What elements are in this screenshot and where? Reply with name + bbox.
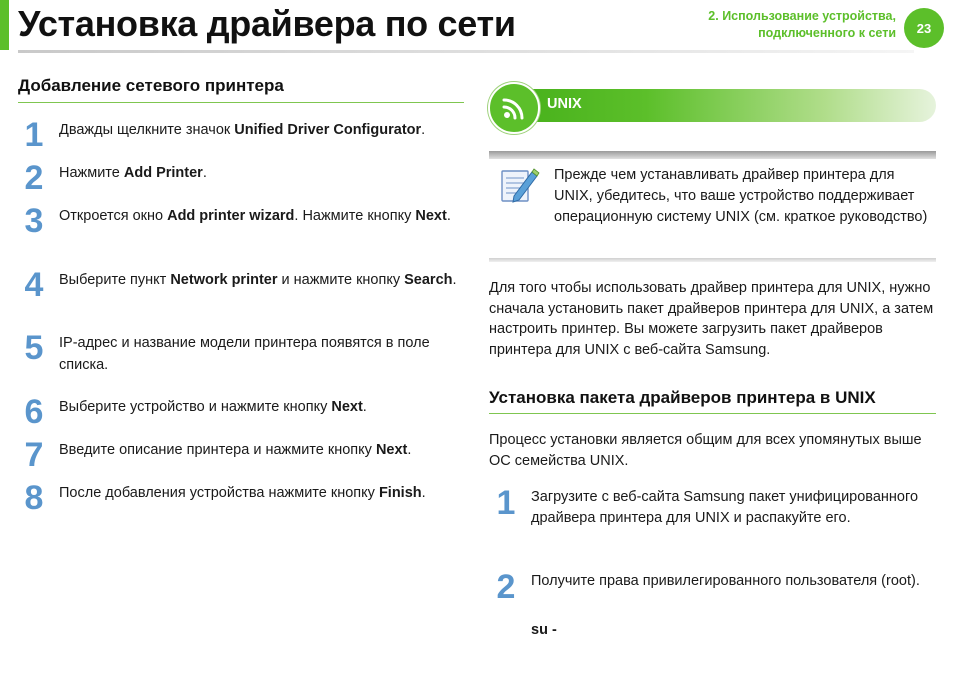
- unix-intro-paragraph: Для того чтобы использовать драйвер принтера для UNIX, нужно сначала установить пакет драйверов принтера для UNIX, а затем настроить принтер. Вы можете загрузить пакет драйверов принтера для UNIX с веб-сайта Samsung.: [489, 280, 934, 358]
- step-number: 2: [496, 568, 516, 606]
- step-text: Выберите пункт Network printer и нажмите кнопку Search.: [59, 272, 457, 288]
- subsection-intro-paragraph: Процесс установки является общим для всех упомянутых выше ОС семейства UNIX.: [489, 432, 922, 469]
- step-text: IP-адрес и название модели принтера появятся в поле списка.: [59, 335, 430, 373]
- step-number: 8: [24, 479, 44, 517]
- chapter-line-2: подключенного к сети: [758, 26, 896, 40]
- header-accent-bar: [0, 0, 9, 50]
- step-number: 5: [24, 329, 44, 367]
- note-text: Прежде чем устанавливать драйвер принтера для UNIX, убедитесь, что ваше устройство поддерживает операционную систему UNIX (см. краткое руководство): [554, 167, 928, 225]
- command-text: su -: [531, 622, 557, 638]
- chapter-line-1: 2. Использование устройства,: [708, 9, 896, 23]
- step-text: Выберите устройство и нажмите кнопку Next.: [59, 399, 367, 415]
- step-number: 3: [24, 202, 44, 240]
- note-bottom-border: [489, 258, 936, 262]
- notepad-pencil-icon: [498, 165, 540, 205]
- section-title-install-unix-package: Установка пакета драйверов принтера в UNIX: [489, 388, 876, 407]
- step-text: Дважды щелкните значок Unified Driver Configurator.: [59, 122, 426, 138]
- page-number-badge: 23: [904, 8, 944, 48]
- step-text: Введите описание принтера и нажмите кнопку Next.: [59, 442, 412, 458]
- unix-icon-badge: [488, 82, 540, 134]
- step-number: 4: [24, 266, 44, 304]
- step-number: 7: [24, 436, 44, 474]
- wireless-signal-icon: [499, 93, 529, 123]
- step-number: 1: [24, 116, 44, 154]
- step-text: После добавления устройства нажмите кнопку Finish.: [59, 485, 426, 501]
- section-divider: [18, 102, 464, 103]
- section-divider: [489, 413, 936, 414]
- step-text: Получите права привилегированного пользователя (root).: [531, 573, 920, 589]
- step-number: 2: [24, 159, 44, 197]
- step-text: Нажмите Add Printer.: [59, 165, 207, 181]
- page-title: Установка драйвера по сети: [18, 3, 516, 44]
- section-title-add-network-printer: Добавление сетевого принтера: [18, 76, 284, 95]
- step-text: Откроется окно Add printer wizard. Нажмите кнопку Next.: [59, 208, 451, 224]
- note-top-border: [489, 151, 936, 159]
- unix-section-title: UNIX: [547, 96, 582, 112]
- chapter-breadcrumb[interactable]: [708, 8, 896, 42]
- header-divider: [18, 50, 914, 53]
- step-number: 1: [496, 484, 516, 522]
- step-number: 6: [24, 393, 44, 431]
- step-text: Загрузите с веб-сайта Samsung пакет унифицированного драйвера принтера для UNIX и распакуйте его.: [531, 489, 919, 526]
